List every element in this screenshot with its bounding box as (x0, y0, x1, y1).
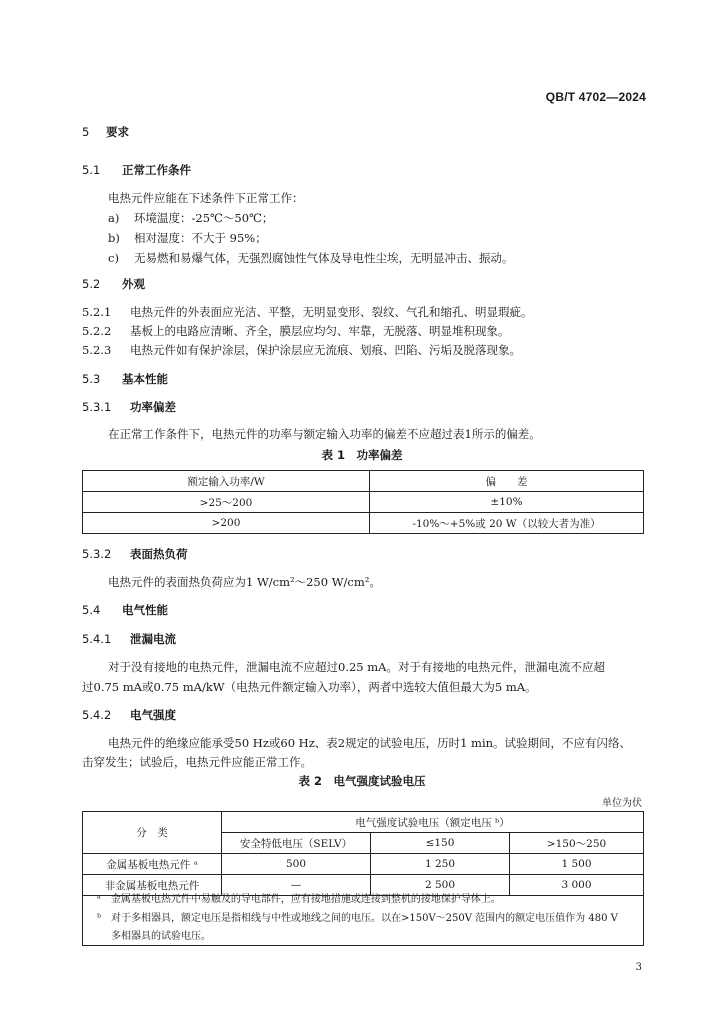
table-2-unit: 单位为伏 (602, 798, 642, 809)
table-note: 多相器具的试验电压。 (111, 931, 211, 942)
table-header-cell: ≤150 (371, 833, 510, 854)
section-5-4-1-line-1: 对于没有接地的电热元件，泄漏电流不应超过0.25 mA。对于有接地的电热元件，泄漏电流不应超 (108, 660, 605, 674)
clause-5-2-2: 5.2.2 基板上的电路应清晰、齐全，膜层应均匀、牢靠，无脱落、明显堆积现象。 (82, 324, 510, 338)
section-title: 要求 (106, 125, 129, 139)
table-cell: 500 (222, 854, 371, 875)
table-row (83, 854, 644, 875)
section-5-4-2-heading: 5.4.2 电气强度 (82, 708, 176, 722)
section-5-4-heading: 5.4 电气性能 (82, 603, 168, 617)
table-cell: 2 500 (371, 875, 510, 896)
table-header-cell: 电气强度试验电压（额定电压 ᵇ） (222, 812, 644, 833)
table-2-notes (82, 885, 644, 946)
table-cell: 3 000 (510, 875, 644, 896)
clause-5-2-1: 5.2.1 电热元件的外表面应光洁、平整，无明显变形、裂纹、气孔和缩孔、明显瑕疵。 (82, 305, 533, 319)
table-cell: >25～200 (83, 492, 370, 513)
table-header-cell: 安全特低电压（SELV） (222, 833, 371, 854)
section-5-3-heading: 5.3 基本性能 (82, 372, 168, 386)
table-cell: >200 (83, 513, 370, 534)
table-cell: -10%～+5%或 20 W（以较大者为准） (370, 513, 644, 534)
table-1 (82, 470, 644, 534)
section-5-3-2-heading: 5.3.2 表面热负荷 (82, 547, 188, 561)
table-2 (82, 811, 644, 896)
table-header-cell: 分 类 (83, 812, 222, 854)
table-cell: 1 500 (510, 854, 644, 875)
table-header-row (83, 471, 644, 492)
table-note: ᵇ 对于多相器具，额定电压是指相线与中性或地线之间的电压。以在>150V～250V 范围内的额定电压值作为 480 V (97, 913, 618, 924)
table-header-cell: 偏 差 (370, 471, 644, 492)
table-cell: ±10% (370, 492, 644, 513)
table-cell: 1 250 (371, 854, 510, 875)
section-5-4-2-line-2: 击穿发生；试验后，电热元件应能正常工作。 (82, 755, 312, 769)
section-5-3-1-heading: 5.3.1 功率偏差 (82, 400, 176, 414)
section-5-4-1-heading: 5.4.1 泄漏电流 (82, 632, 176, 646)
table-row (83, 492, 644, 513)
section-5-4-2-line-1: 电热元件的绝缘应能承受50 Hz或60 Hz、表2规定的试验电压，历时1 min。试验期间，不应有闪络、 (108, 736, 632, 750)
table-header-cell: >150～250 (510, 833, 644, 854)
table-cell: — (222, 875, 371, 896)
list-item: c) 无易燃和易爆气体，无强烈腐蚀性气体及导电性尘埃，无明显冲击、振动。 (108, 251, 514, 265)
table-row (83, 513, 644, 534)
table-header-cell: 额定输入功率/W (83, 471, 370, 492)
page-number: 3 (635, 962, 642, 973)
section-5-3-2-text: 电热元件的表面热负荷应为1 W/cm²～250 W/cm²。 (108, 575, 381, 589)
section-5-1-intro: 电热元件应能在下述条件下正常工作： (108, 191, 304, 205)
clause-5-2-3: 5.2.3 电热元件如有保护涂层，保护涂层应无流痕、划痕、凹陷、污垢及脱落现象。 (82, 343, 521, 357)
standard-code: QB/T 4702—2024 (545, 90, 646, 104)
table-note: ᵃ 金属基板电热元件中易触及的导电部件，应有接地措施或连接到整机的接地保护导体上。 (97, 894, 501, 905)
table-1-caption: 表 1 功率偏差 (321, 448, 403, 462)
section-5-4-1-line-2: 过0.75 mA或0.75 mA/kW（电热元件额定输入功率），两者中选较大值但最大为5 mA。 (82, 680, 537, 694)
section-5-3-1-text: 在正常工作条件下，电热元件的功率与额定输入功率的偏差不应超过表1所示的偏差。 (108, 427, 541, 441)
section-5-2-heading: 5.2 外观 (82, 277, 145, 291)
section-5-1-heading: 5.1 正常工作条件 (82, 163, 191, 177)
list-item: a) 环境温度：-25℃～50℃； (108, 211, 274, 225)
table-2-caption: 表 2 电气强度试验电压 (298, 774, 426, 788)
section-number: 5 (82, 125, 90, 139)
table-cell: 金属基板电热元件 ᵃ (83, 854, 222, 875)
section-5-heading (82, 124, 129, 140)
table-cell: 非金属基板电热元件 (83, 875, 222, 896)
table-header-row (83, 812, 644, 833)
list-item: b) 相对湿度：不大于 95%； (108, 231, 267, 245)
